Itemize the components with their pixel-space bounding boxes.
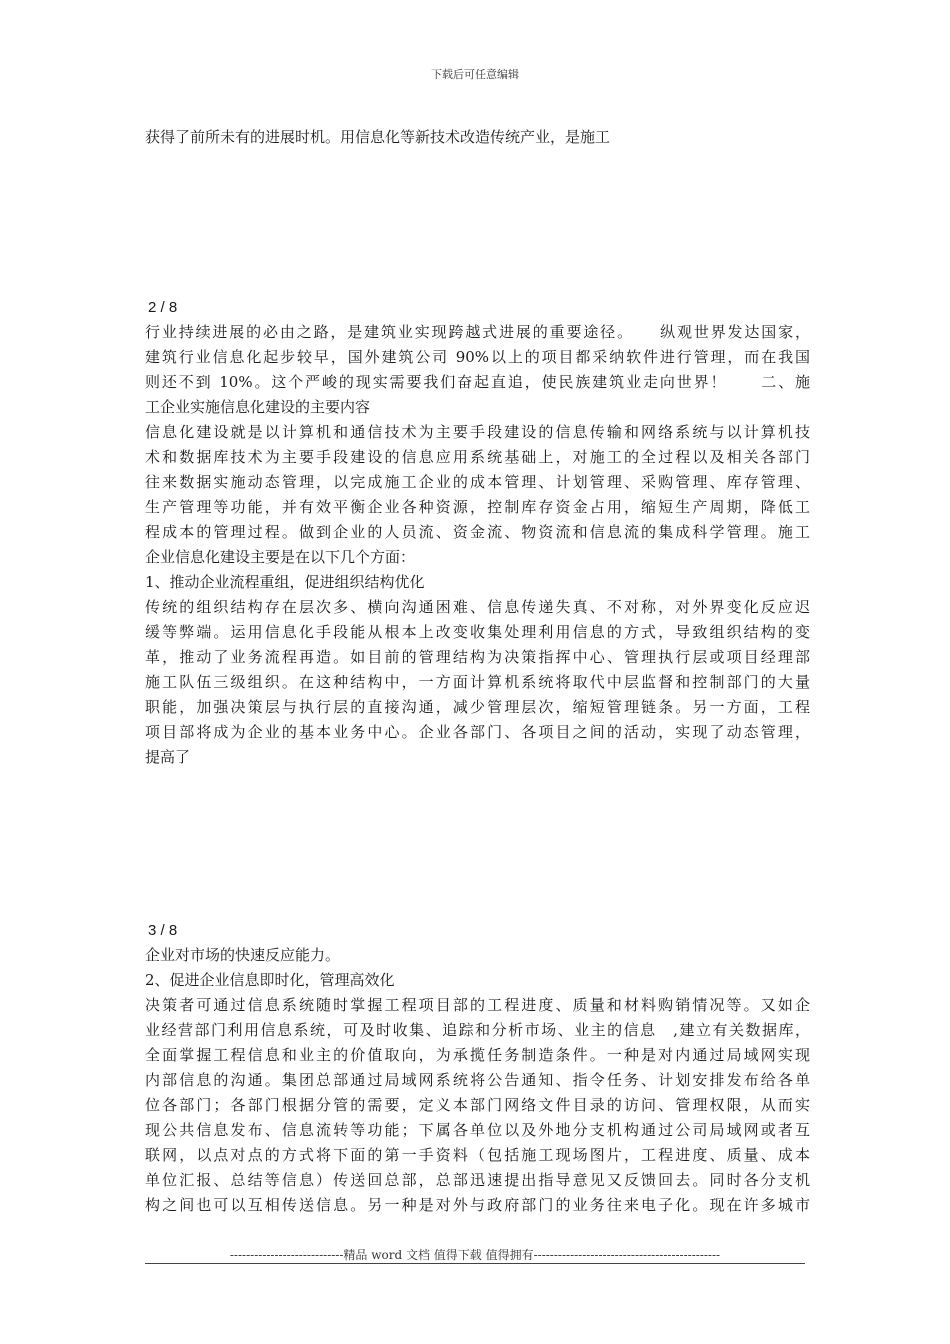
section-heading: 1、推动企业流程重组，促进组织结构优化 bbox=[145, 573, 425, 591]
paragraph-line: 程成本的管理过程。做到企业的人员流、资金流、物资流和信息流的集成科学管理。施工 bbox=[145, 523, 810, 541]
page-number: 3 / 8 bbox=[148, 922, 178, 939]
page-header: 下载后可任意编辑 bbox=[431, 68, 519, 81]
paragraph-line: 单位汇报、总结等信息）传送回总部，总部迅速提出指导意见又反馈回去。同时各分支机 bbox=[145, 1171, 810, 1189]
paragraph-line: 信息化建设就是以计算机和通信技术为主要手段建设的信息传输和网络系统与以计算机技 bbox=[145, 423, 810, 441]
paragraph-line: 职能，加强决策层与执行层的直接沟通，减少管理层次，缩短管理链条。另一方面，工程 bbox=[145, 698, 810, 716]
paragraph-line: 往来数据实施动态管理，以完成施工企业的成本管理、计划管理、采购管理、库存管理、 bbox=[145, 473, 810, 491]
paragraph-line: 缓等弊端。运用信息化手段能从根本上改变收集处理利用信息的方式，导致组织结构的变 bbox=[145, 623, 810, 641]
paragraph-line: 提高了 bbox=[145, 748, 191, 766]
paragraph-line: 企业对市场的快速反应能力。 bbox=[145, 946, 341, 964]
paragraph-line: 革，推动了业务流程再造。如目前的管理结构为决策指挥中心、管理执行层或项目经理部 bbox=[145, 648, 810, 666]
paragraph-line: 行业持续进展的必由之路，是建筑业实现跨越式进展的重要途径。 纵观世界发达国家， bbox=[145, 323, 810, 341]
paragraph-line: 术和数据库技术为主要手段建设的信息应用系统基础上，对施工的全过程以及相关各部门 bbox=[145, 448, 810, 466]
paragraph-line: 企业信息化建设主要是在以下几个方面： bbox=[145, 548, 416, 566]
paragraph-line: 位各部门；各部门根据分管的需要，定义本部门网络文件目录的访问、管理权限，从而实 bbox=[145, 1096, 810, 1114]
paragraph-line: 生产管理等功能，并有效平衡企业各种资源，控制库存资金占用，缩短生产周期，降低工 bbox=[145, 498, 810, 516]
paragraph-line: 建筑行业信息化起步较早，国外建筑公司 90%以上的项目都采纳软件进行管理，而在我国 bbox=[145, 348, 810, 366]
paragraph-line: 业经营部门利用信息系统，可及时收集、追踪和分析市场、业主的信息 ,建立有关数据库， bbox=[145, 1021, 810, 1039]
paragraph-line: 构之间也可以互相传送信息。另一种是对外与政府部门的业务往来电子化。现在许多城市 bbox=[145, 1196, 810, 1214]
footer-divider bbox=[145, 1263, 805, 1264]
paragraph-line: 工企业实施信息化建设的主要内容 bbox=[145, 398, 371, 416]
paragraph-line: 项目部将成为企业的基本业务中心。企业各部门、各项目之间的活动，实现了动态管理， bbox=[145, 723, 810, 741]
paragraph-line: 获得了前所未有的进展时机。用信息化等新技术改造传统产业，是施工 bbox=[145, 128, 611, 146]
paragraph-line: 内部信息的沟通。集团总部通过局域网系统将公告通知、指令任务、计划安排发布给各单 bbox=[145, 1071, 810, 1089]
paragraph-line: 全面掌握工程信息和业主的价值取向，为承揽任务制造条件。一种是对内通过局域网实现 bbox=[145, 1046, 810, 1064]
paragraph-line: 现公共信息发布、信息流转等功能；下属各单位以及外地分支机构通过公司局域网或者互 bbox=[145, 1121, 810, 1139]
paragraph-line: 传统的组织结构存在层次多、横向沟通困难、信息传递失真、不对称，对外界变化反应迟 bbox=[145, 598, 810, 616]
paragraph-line: 决策者可通过信息系统随时掌握工程项目部的工程进度、质量和材料购销情况等。又如企 bbox=[145, 996, 810, 1014]
section-heading: 2、促进企业信息即时化，管理高效化 bbox=[145, 971, 395, 989]
paragraph-line: 则还不到 10%。这个严峻的现实需要我们奋起直追，使民族建筑业走向世界！ 二、施 bbox=[145, 373, 810, 391]
page-footer: ----------------------------精品 word 文档 值得下载 值得拥有---------------------------------------------- bbox=[229, 1248, 721, 1262]
paragraph-line: 联网，以点对点的方式将下面的第一手资料（包括施工现场图片，工程进度、质量、成本 bbox=[145, 1146, 810, 1164]
page-number: 2 / 8 bbox=[148, 299, 178, 316]
paragraph-line: 施工队伍三级组织。在这种结构中，一方面计算机系统将取代中层监督和控制部门的大量 bbox=[145, 673, 810, 691]
